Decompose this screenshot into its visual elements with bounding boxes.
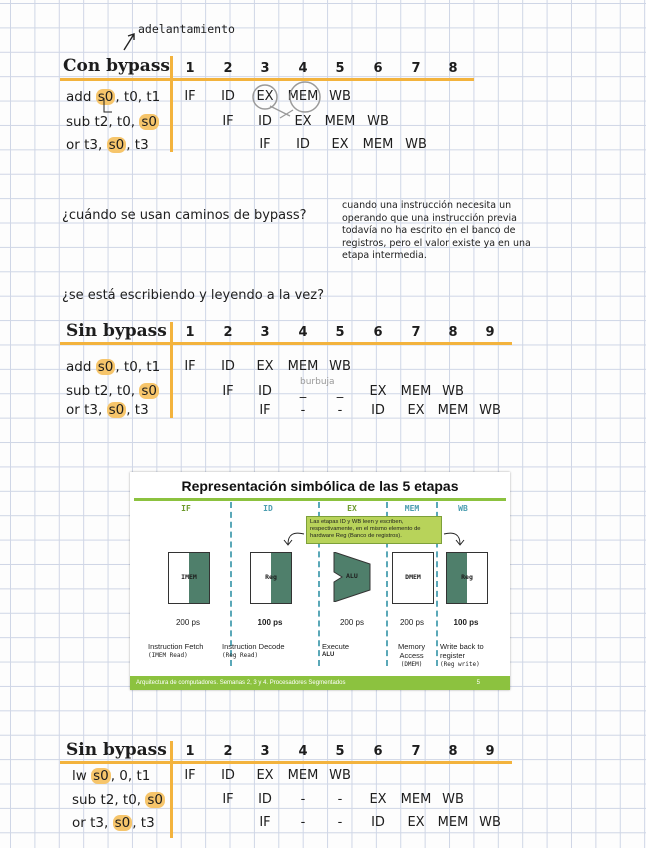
t2-r3-c8: MEM (437, 403, 469, 418)
t2-r2-c2: IF (222, 384, 234, 399)
t3-col-6: 6 (373, 744, 383, 759)
t1-r3-c5: EX (331, 137, 349, 152)
bubble-label: burbuja (300, 377, 335, 387)
t2-col-5: 5 (335, 325, 345, 340)
dmem-box: DMEM (392, 552, 434, 604)
t3-r3-c4: - (300, 815, 306, 830)
table1-title: Con bypass (63, 56, 170, 76)
col-8: 8 (448, 61, 458, 76)
imem-box: IMEM (168, 552, 210, 604)
col-1: 1 (185, 61, 195, 76)
t2-col-9: 9 (485, 325, 495, 340)
table2-row2-instr: sub t2, t0, s0 (66, 383, 158, 399)
stage-if: IF (181, 504, 191, 513)
t2-r1-c2: ID (221, 359, 235, 374)
table1-row2-instr: sub t2, t0, s0 (66, 114, 158, 130)
t2-col-8: 8 (448, 325, 458, 340)
t3-r3-c7: EX (407, 815, 425, 830)
t3-col-7: 7 (411, 744, 421, 759)
t1-r1-c4: MEM (287, 89, 319, 104)
desc-if: Instruction Fetch (IMEM Read) (148, 642, 204, 659)
t2-r3-c9: WB (479, 403, 501, 418)
t3-col-4: 4 (298, 744, 308, 759)
t2-col-6: 6 (373, 325, 383, 340)
t3-r1-c2: ID (221, 768, 235, 783)
table1-row1-instr: add s0 , t0, t1 (66, 89, 161, 105)
t3-r2-c3: ID (258, 792, 272, 807)
t1-r3-c6: MEM (362, 137, 394, 152)
table3-row1-instr: lw s0 , 0, t1 (72, 768, 151, 784)
t3-r1-c5: WB (329, 768, 351, 783)
t3-col-8: 8 (448, 744, 458, 759)
t1-r3-c4: ID (296, 137, 310, 152)
t2-r2-c8: WB (442, 384, 464, 399)
question-bypass: ¿cuándo se usan caminos de bypass? (62, 208, 307, 223)
t1-r2-c2: IF (222, 114, 234, 129)
t2-r3-c4: - (300, 403, 306, 418)
t2-r3-c6: ID (371, 403, 385, 418)
t1-r2-c5: MEM (324, 114, 356, 129)
t2-r3-c7: EX (407, 403, 425, 418)
col-5: 5 (335, 61, 345, 76)
t3-r2-c4: - (300, 792, 306, 807)
t3-r1-c1: IF (184, 768, 196, 783)
t3-r2-c7: MEM (400, 792, 432, 807)
t2-r2-c5: _ (336, 384, 344, 399)
t1-r1-c2: ID (221, 89, 235, 104)
t1-r2-c4: EX (294, 114, 312, 129)
col-4: 4 (298, 61, 308, 76)
col-3: 3 (260, 61, 270, 76)
t3-col-1: 1 (185, 744, 195, 759)
table3-row3-instr: or t3, s0 , t3 (72, 815, 155, 831)
desc-id: Instruction Decode (Reg Read) (222, 642, 285, 659)
t2-r2-c3: ID (258, 384, 272, 399)
t2-r3-c3: IF (259, 403, 271, 418)
time-id: 100 ps (257, 618, 283, 627)
t2-col-1: 1 (185, 325, 195, 340)
col-7: 7 (411, 61, 421, 76)
arrow-icon (120, 30, 140, 52)
time-if: 200 ps (175, 618, 201, 627)
slide-footer: Arquitectura de computadores. Semanas 2, 3 y 4. Procesadores Segmentados 5 (130, 676, 510, 690)
col-6: 6 (373, 61, 383, 76)
table3-title: Sin bypass (66, 740, 167, 760)
table1-row3-instr: or t3, s0 , t3 (66, 137, 149, 153)
table3-row2-instr: sub t2, t0, s0 (72, 792, 164, 808)
t2-r1-c5: WB (329, 359, 351, 374)
t2-r3-c5: - (337, 403, 343, 418)
adelantamiento-label: adelantamiento (138, 22, 235, 36)
t3-r2-c2: IF (222, 792, 234, 807)
time-mem: 200 ps (399, 618, 425, 627)
pipeline-slide (130, 472, 510, 690)
t3-r3-c3: IF (259, 815, 271, 830)
t3-r3-c8: MEM (437, 815, 469, 830)
reg-read-box: Reg (250, 552, 292, 604)
t3-r1-c3: EX (256, 768, 274, 783)
stage-id: ID (263, 504, 273, 513)
col-2: 2 (223, 61, 233, 76)
t3-r3-c6: ID (371, 815, 385, 830)
t3-r3-c9: WB (479, 815, 501, 830)
stage-mem: MEM (404, 504, 420, 513)
slide-title: Representación simbólica de las 5 etapas (181, 478, 459, 494)
t2-r2-c4: _ (299, 384, 307, 399)
bypass-arrows (90, 80, 350, 130)
stage-wb: WB (458, 504, 468, 513)
stage-ex: EX (347, 504, 357, 513)
t2-col-7: 7 (411, 325, 421, 340)
t1-r2-c6: WB (367, 114, 389, 129)
alu-shape: ALU (332, 552, 372, 606)
t3-r1-c4: MEM (287, 768, 319, 783)
t3-r3-c5: - (337, 815, 343, 830)
t2-r1-c1: IF (184, 359, 196, 374)
t3-col-2: 2 (223, 744, 233, 759)
t3-col-9: 9 (485, 744, 495, 759)
table2-row1-instr: add s0 , t0, t1 (66, 359, 161, 375)
t1-r1-c3: EX (256, 89, 274, 104)
t2-col-3: 3 (260, 325, 270, 340)
desc-mem: Memory Access (DMEM) (398, 642, 426, 668)
curved-arrow-icon (280, 528, 306, 548)
t2-col-4: 4 (298, 325, 308, 340)
desc-wb: Write back to register (Reg write) (440, 642, 484, 668)
t2-r2-c7: MEM (400, 384, 432, 399)
time-wb: 100 ps (453, 618, 479, 627)
t2-r2-c6: EX (369, 384, 387, 399)
table2-row3-instr: or t3, s0 , t3 (66, 402, 149, 418)
t1-r3-c7: WB (405, 137, 427, 152)
question-write-read: ¿se está escribiendo y leyendo a la vez? (62, 288, 325, 303)
t3-col-5: 5 (335, 744, 345, 759)
t3-r2-c5: - (337, 792, 343, 807)
time-ex: 200 ps (339, 618, 365, 627)
t1-r1-c5: WB (329, 89, 351, 104)
answer-bypass: cuando una instrucción necesita un operando que una instrucción previa todavía no ha escrito en el banco de registros, pero el valor existe ya en una etapa intermedia. (342, 200, 531, 261)
curved-arrow-icon (442, 528, 468, 548)
reg-write-box: Reg (446, 552, 488, 604)
t1-r2-c3: ID (258, 114, 272, 129)
desc-ex: Execute ALU (322, 642, 350, 658)
slide-callout: Las etapas ID y WB leen y escriben, respectivamente, en el mismo elemento de hardware Reg (Banco de registros). (306, 516, 442, 544)
t3-r2-c6: EX (369, 792, 387, 807)
t1-r1-c1: IF (184, 89, 196, 104)
table2-title: Sin bypass (66, 321, 167, 341)
t2-col-2: 2 (223, 325, 233, 340)
t2-r1-c3: EX (256, 359, 274, 374)
t1-r3-c3: IF (259, 137, 271, 152)
t2-r1-c4: MEM (287, 359, 319, 374)
t3-r2-c8: WB (442, 792, 464, 807)
t3-col-3: 3 (260, 744, 270, 759)
